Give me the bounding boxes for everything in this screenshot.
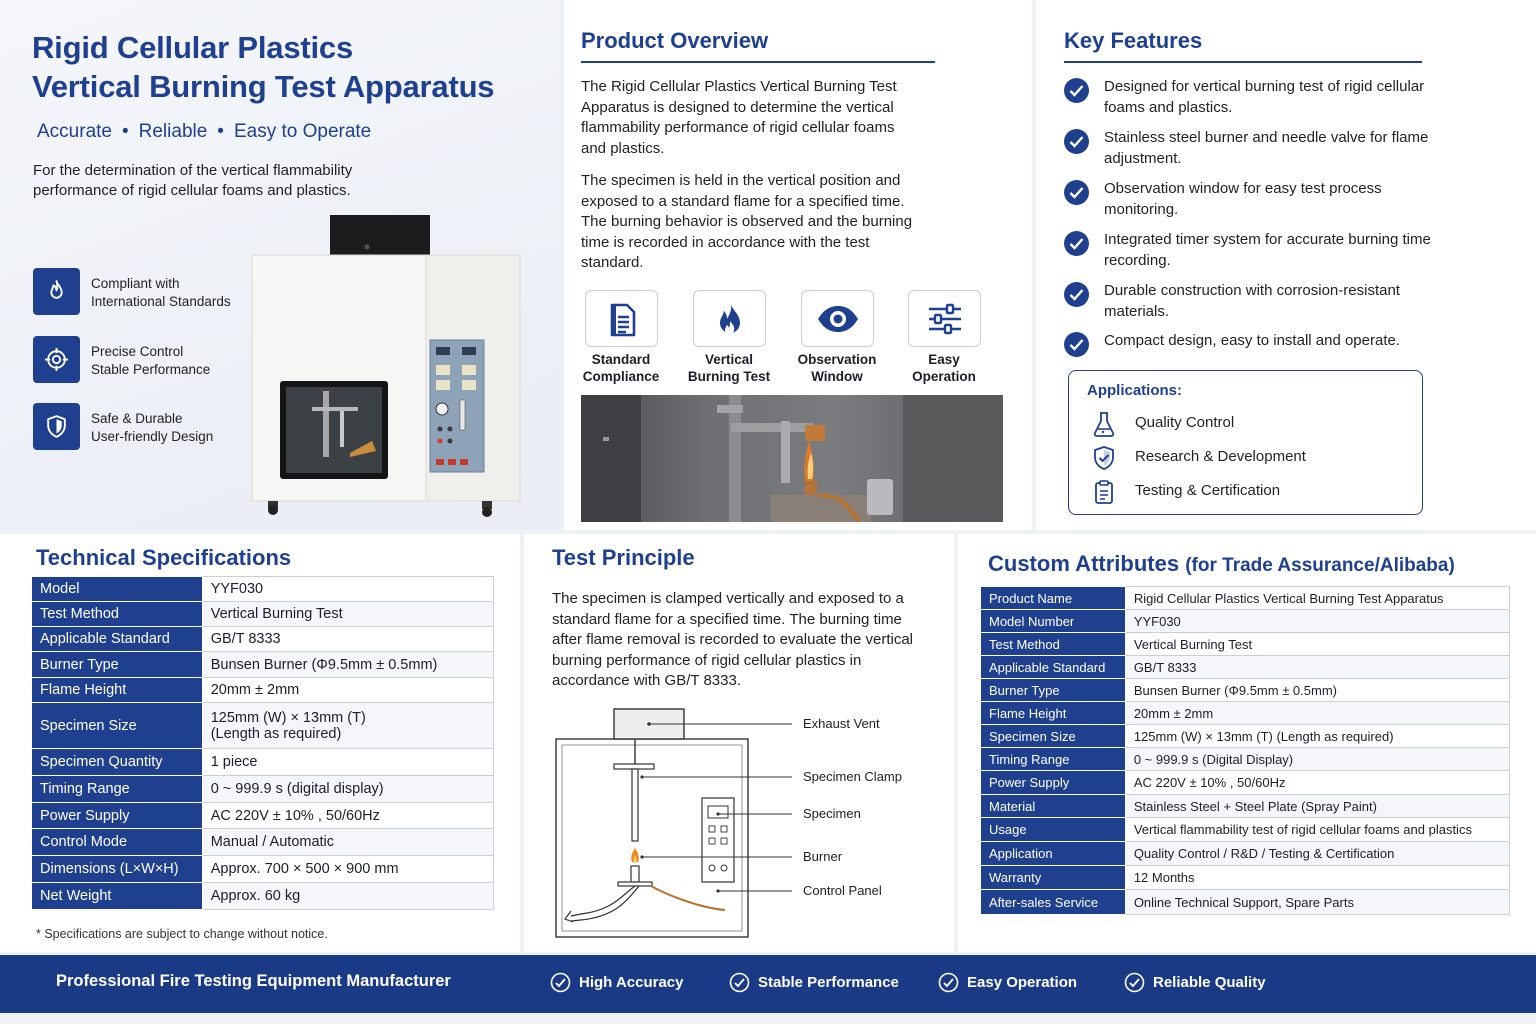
crosshair-icon bbox=[33, 336, 80, 383]
attr-key: Flame Height bbox=[981, 702, 1126, 725]
check-circle-icon bbox=[550, 972, 571, 993]
shield-icon bbox=[33, 403, 80, 450]
tech-heading: Technical Specifications bbox=[36, 545, 292, 570]
spec-key: Burner Type bbox=[32, 652, 203, 678]
feature-text: Observation window for easy test process monitoring. bbox=[1104, 180, 1382, 218]
check-circle-icon bbox=[1064, 78, 1089, 103]
hero-feature-standards bbox=[33, 268, 263, 316]
overview-icon-label: Easy bbox=[928, 352, 960, 367]
attr-key: Applicable Standard bbox=[981, 656, 1126, 679]
table-row bbox=[32, 883, 494, 910]
table-row bbox=[981, 656, 1510, 679]
tagline-separator: • bbox=[217, 121, 224, 142]
hero-feature-line: User-friendly Design bbox=[91, 429, 214, 444]
attr-value: Bunsen Burner (Φ9.5mm ± 0.5mm) bbox=[1125, 679, 1509, 702]
technical-specifications-panel bbox=[0, 534, 520, 952]
principle-diagram bbox=[552, 704, 932, 944]
table-row bbox=[981, 842, 1510, 866]
clipboard-icon bbox=[1091, 479, 1117, 505]
sliders-icon bbox=[908, 290, 981, 347]
eye-icon bbox=[801, 290, 874, 347]
hero-feature-line: Stable Performance bbox=[91, 362, 211, 377]
table-row bbox=[32, 577, 494, 602]
label-burner: Burner bbox=[803, 849, 843, 864]
table-row bbox=[981, 890, 1510, 915]
attr-value: Vertical Burning Test bbox=[1125, 633, 1509, 656]
hero-panel bbox=[0, 0, 560, 530]
label-specimen: Specimen bbox=[803, 806, 861, 821]
spec-key: Dimensions (L×W×H) bbox=[32, 856, 203, 883]
table-row bbox=[981, 748, 1510, 771]
table-row bbox=[32, 856, 494, 883]
spec-value-line: 125mm (W) × 13mm (T) bbox=[210, 709, 366, 726]
attr-key: After-sales Service bbox=[981, 890, 1126, 915]
spec-key: Applicable Standard bbox=[32, 627, 203, 652]
footer-title: Professional Fire Testing Equipment Manufacturer bbox=[56, 972, 451, 990]
custom-heading bbox=[988, 551, 1455, 577]
test-principle-panel bbox=[524, 534, 954, 952]
attr-key: Timing Range bbox=[981, 748, 1126, 771]
hero-feature-line: Safe & Durable bbox=[91, 411, 183, 426]
overview-icon-label: Operation bbox=[912, 369, 976, 384]
spec-value: AC 220V ± 10% , 50/60Hz bbox=[202, 803, 493, 829]
spec-key: Flame Height bbox=[32, 678, 203, 703]
spec-key: Timing Range bbox=[32, 776, 203, 803]
attr-value: Rigid Cellular Plastics Vertical Burning Test Apparatus bbox=[1125, 587, 1509, 610]
attr-value: 12 Months bbox=[1125, 866, 1509, 890]
spec-value: YYF030 bbox=[202, 577, 493, 602]
footer-badge-label: Stable Performance bbox=[758, 974, 899, 991]
principle-text: The specimen is clamped vertically and exposed to a standard flame for a specified time. The burning time after flame removal is recorded to evaluate the vertical burning performance of rigid cellular plastics in accordance with GB/T 8333. bbox=[552, 590, 914, 689]
spec-key: Specimen Size bbox=[32, 703, 203, 749]
label-exhaust-vent: Exhaust Vent bbox=[803, 716, 880, 731]
table-row bbox=[981, 702, 1510, 725]
spec-footnote: * Specifications are subject to change without notice. bbox=[36, 927, 328, 941]
exhaust-hood bbox=[330, 215, 430, 255]
table-row bbox=[981, 633, 1510, 656]
tagline-easy: Easy to Operate bbox=[233, 121, 372, 142]
attr-value: Online Technical Support, Spare Parts bbox=[1125, 890, 1509, 915]
spec-value: GB/T 8333 bbox=[202, 627, 493, 652]
table-row bbox=[981, 725, 1510, 748]
overview-icon-label: Compliance bbox=[582, 369, 660, 384]
principle-heading: Test Principle bbox=[552, 545, 695, 570]
attr-key: Usage bbox=[981, 818, 1126, 842]
footer-badge-label: Reliable Quality bbox=[1153, 974, 1266, 991]
spec-value: 0 ~ 999.9 s (digital display) bbox=[202, 776, 493, 803]
attr-key: Model Number bbox=[981, 610, 1126, 633]
check-circle-icon bbox=[1064, 180, 1089, 205]
application-label: Testing & Certification bbox=[1135, 482, 1281, 499]
burning-test-photo bbox=[581, 395, 1003, 522]
attr-value: AC 220V ± 10% , 50/60Hz bbox=[1125, 771, 1509, 795]
feature-text: Stainless steel burner and needle valve for flame adjustment. bbox=[1104, 129, 1429, 167]
hero-feature-line: Precise Control bbox=[91, 344, 184, 359]
document-icon bbox=[585, 290, 658, 347]
overview-paragraph-1: The Rigid Cellular Plastics Vertical Burning Test Apparatus is designed to determine the vertical flammability performance of rigid cellular foams and plastics. bbox=[581, 78, 897, 157]
overview-heading: Product Overview bbox=[581, 28, 769, 53]
feature-text: Compact design, easy to install and operate. bbox=[1104, 332, 1401, 349]
overview-paragraph-2: The specimen is held in the vertical position and exposed to a standard flame for a specified time. The burning behavior is observed and the burning time is recorded in accordance with the test standard. bbox=[581, 172, 913, 271]
custom-heading-main: Custom Attributes bbox=[988, 551, 1180, 576]
attr-key: Warranty bbox=[981, 866, 1126, 890]
table-row bbox=[32, 803, 494, 829]
product-overview-panel bbox=[564, 0, 1032, 530]
overview-icon-label: Observation bbox=[797, 352, 877, 367]
attr-key: Material bbox=[981, 795, 1126, 818]
table-row bbox=[981, 771, 1510, 795]
table-row bbox=[32, 652, 494, 678]
feature-text: Integrated timer system for accurate burning time recording. bbox=[1104, 231, 1431, 269]
check-circle-icon bbox=[1064, 332, 1089, 357]
check-circle-icon bbox=[1124, 972, 1145, 993]
spec-value: Vertical Burning Test bbox=[202, 602, 493, 627]
tagline bbox=[37, 121, 371, 143]
applications-heading: Applications: bbox=[1087, 382, 1183, 399]
custom-heading-suffix: (for Trade Assurance/Alibaba) bbox=[1185, 555, 1455, 576]
check-circle-icon bbox=[1064, 129, 1089, 154]
flame-icon bbox=[33, 268, 80, 315]
table-row bbox=[981, 610, 1510, 633]
flame-icon bbox=[693, 290, 766, 347]
spec-value: Approx. 60 kg bbox=[202, 883, 493, 910]
check-circle-icon bbox=[729, 972, 750, 993]
attr-key: Test Method bbox=[981, 633, 1126, 656]
overview-icon-observation bbox=[782, 290, 892, 385]
table-row bbox=[981, 818, 1510, 842]
title-line-2: Vertical Burning Test Apparatus bbox=[32, 69, 495, 104]
spec-value bbox=[202, 703, 493, 749]
overview-icon-label: Burning Test bbox=[687, 369, 771, 384]
tagline-separator: • bbox=[121, 121, 129, 142]
attr-value: YYF030 bbox=[1125, 610, 1509, 633]
title-line-1: Rigid Cellular Plastics bbox=[32, 30, 354, 65]
product-title bbox=[32, 28, 494, 106]
check-circle-icon bbox=[938, 972, 959, 993]
hero-feature-control bbox=[33, 336, 263, 384]
attr-key: Product Name bbox=[981, 587, 1126, 610]
table-row bbox=[981, 795, 1510, 818]
hero-feature-line: Compliant with bbox=[91, 276, 180, 291]
flask-icon bbox=[1091, 411, 1117, 437]
hero-feature-line: International Standards bbox=[91, 294, 231, 309]
principle-diagram-drawing bbox=[552, 704, 932, 944]
table-row bbox=[32, 678, 494, 703]
overview-icon-standard bbox=[566, 290, 676, 385]
spec-value: 1 piece bbox=[202, 749, 493, 776]
spec-key: Test Method bbox=[32, 602, 203, 627]
table-row bbox=[981, 587, 1510, 610]
attr-value: 125mm (W) × 13mm (T) (Length as required) bbox=[1125, 725, 1509, 748]
spec-key: Control Mode bbox=[32, 829, 203, 856]
tagline-accurate: Accurate bbox=[37, 121, 112, 142]
overview-icon-vertical bbox=[674, 290, 784, 385]
spec-key: Model bbox=[32, 577, 203, 602]
label-control-panel: Control Panel bbox=[803, 883, 882, 898]
overview-icon-label: Window bbox=[811, 369, 863, 384]
footer-badge-label: High Accuracy bbox=[579, 974, 684, 991]
apparatus-illustration bbox=[250, 215, 530, 520]
features-heading: Key Features bbox=[1064, 28, 1203, 53]
overview-icon-operation bbox=[889, 290, 999, 385]
attr-key: Application bbox=[981, 842, 1126, 866]
table-row bbox=[32, 602, 494, 627]
spec-value: Bunsen Burner (Φ9.5mm ± 0.5mm) bbox=[202, 652, 493, 678]
overview-icon-label: Standard bbox=[591, 352, 651, 367]
table-row bbox=[32, 627, 494, 652]
attr-key: Specimen Size bbox=[981, 725, 1126, 748]
footer-badge-label: Easy Operation bbox=[967, 974, 1078, 991]
check-circle-icon bbox=[1064, 282, 1089, 307]
feature-text: Designed for vertical burning test of rigid cellular foams and plastics. bbox=[1104, 78, 1425, 116]
spec-key: Power Supply bbox=[32, 803, 203, 829]
table-row bbox=[981, 679, 1510, 702]
attr-key: Burner Type bbox=[981, 679, 1126, 702]
tagline-reliable: Reliable bbox=[138, 121, 208, 142]
spec-key: Net Weight bbox=[32, 883, 203, 910]
table-row bbox=[32, 703, 494, 749]
table-row bbox=[32, 749, 494, 776]
feature-text: Durable construction with corrosion-resistant materials. bbox=[1104, 282, 1400, 320]
attr-value: Quality Control / R&D / Testing & Certification bbox=[1125, 842, 1509, 866]
key-features-panel bbox=[1036, 0, 1536, 530]
hero-description: For the determination of the vertical flammability performance of rigid cellular foams and plastics. bbox=[33, 162, 353, 199]
application-label: Quality Control bbox=[1135, 414, 1235, 431]
attr-value: 0 ~ 999.9 s (Digital Display) bbox=[1125, 748, 1509, 771]
application-label: Research & Development bbox=[1135, 448, 1306, 465]
tech-spec-table bbox=[31, 576, 494, 910]
features-divider bbox=[1064, 61, 1422, 63]
attr-value: Vertical flammability test of rigid cellular foams and plastics bbox=[1125, 818, 1509, 842]
spec-value-line: (Length as required) bbox=[210, 725, 342, 742]
shield-check-icon bbox=[1091, 445, 1117, 471]
footer-bar bbox=[0, 955, 1536, 1013]
table-row bbox=[981, 866, 1510, 890]
attr-value: 20mm ± 2mm bbox=[1125, 702, 1509, 725]
attr-value: Stainless Steel + Steel Plate (Spray Paint) bbox=[1125, 795, 1509, 818]
spec-value: 20mm ± 2mm bbox=[202, 678, 493, 703]
label-specimen-clamp: Specimen Clamp bbox=[803, 769, 902, 784]
overview-icon-label: Vertical bbox=[704, 352, 754, 367]
hero-feature-safety bbox=[33, 403, 263, 451]
overview-divider bbox=[581, 61, 935, 63]
custom-attributes-table bbox=[980, 586, 1510, 915]
spec-value: Approx. 700 × 500 × 900 mm bbox=[202, 856, 493, 883]
table-row bbox=[32, 829, 494, 856]
custom-attributes-panel bbox=[958, 534, 1536, 952]
attr-key: Power Supply bbox=[981, 771, 1126, 795]
spec-key: Specimen Quantity bbox=[32, 749, 203, 776]
applications-box bbox=[1068, 370, 1423, 515]
spec-value: Manual / Automatic bbox=[202, 829, 493, 856]
attr-value: GB/T 8333 bbox=[1125, 656, 1509, 679]
check-circle-icon bbox=[1064, 231, 1089, 256]
table-row bbox=[32, 776, 494, 803]
